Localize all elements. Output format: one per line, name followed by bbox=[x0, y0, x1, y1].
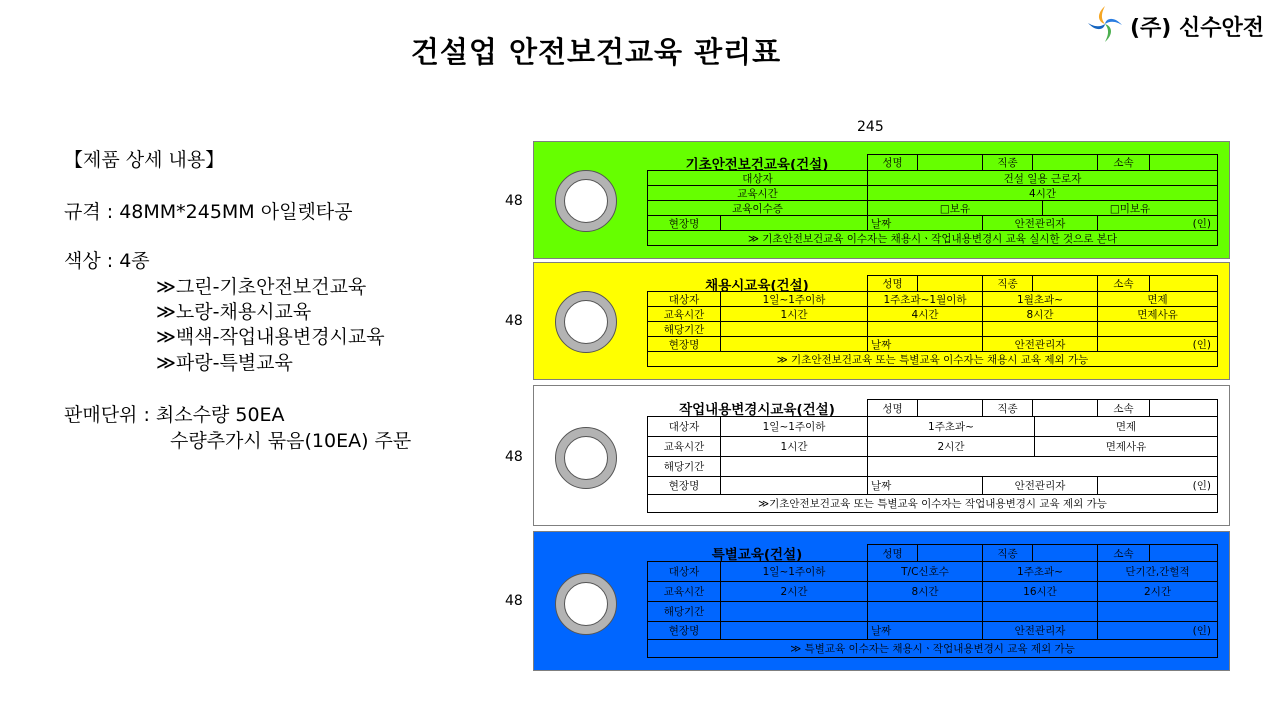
target-label: 대상자 bbox=[647, 291, 721, 307]
job-value[interactable] bbox=[1032, 275, 1098, 292]
target-option: 면제 bbox=[1034, 416, 1218, 437]
target-option: T/C신호수 bbox=[867, 561, 983, 582]
job-label: 직종 bbox=[982, 399, 1033, 417]
time-option: 8시간 bbox=[867, 581, 983, 602]
target-option: 단기간,간헐적 bbox=[1097, 561, 1218, 582]
target-option: 1일~1주이하 bbox=[720, 561, 868, 582]
site-label: 현장명 bbox=[647, 215, 721, 231]
date-label: 날짜 bbox=[867, 215, 983, 231]
affiliation-label: 소속 bbox=[1097, 154, 1150, 171]
date-label: 날짜 bbox=[867, 621, 983, 640]
site-label: 현장명 bbox=[647, 621, 721, 640]
edu-time-label: 교육시간 bbox=[647, 306, 721, 322]
name-label: 성명 bbox=[867, 399, 918, 417]
tag-hiring-education bbox=[533, 262, 1230, 380]
color-item: ≫그린-기초안전보건교육 bbox=[156, 276, 367, 298]
target-option: 1주초과~1월이하 bbox=[867, 291, 983, 307]
affiliation-value[interactable] bbox=[1149, 154, 1218, 171]
affiliation-label: 소속 bbox=[1097, 275, 1150, 292]
height-dimension: 48 bbox=[505, 449, 523, 465]
period-cell[interactable] bbox=[720, 321, 868, 337]
site-value[interactable] bbox=[720, 215, 868, 231]
site-value[interactable] bbox=[720, 621, 868, 640]
name-label: 성명 bbox=[867, 544, 918, 562]
eyelet-hole bbox=[555, 573, 617, 635]
target-option: 1주초과~ bbox=[982, 561, 1098, 582]
tag-note: ≫기초안전보건교육 또는 특별교육 이수자는 작업내용변경시 교육 제외 가능 bbox=[647, 494, 1218, 513]
target-label: 대상자 bbox=[647, 416, 721, 437]
eyelet-hole bbox=[555, 291, 617, 353]
time-option: 16시간 bbox=[982, 581, 1098, 602]
details-sale-unit-2: 수량추가시 묶음(10EA) 주문 bbox=[170, 430, 412, 452]
site-label: 현장명 bbox=[647, 476, 721, 495]
job-label: 직종 bbox=[982, 154, 1033, 171]
width-dimension: 245 bbox=[857, 119, 884, 135]
time-option: 면제사유 bbox=[1097, 306, 1218, 322]
period-label: 해당기간 bbox=[647, 456, 721, 477]
name-value[interactable] bbox=[917, 275, 983, 292]
time-option: 1시간 bbox=[720, 436, 868, 457]
tag-note: ≫ 기초안전보건교육 또는 특별교육 이수자는 채용시 교육 제외 가능 bbox=[647, 351, 1218, 367]
name-label: 성명 bbox=[867, 154, 918, 171]
tag-title: 채용시교육(건설) bbox=[705, 277, 809, 292]
target-option: 1월초과~ bbox=[982, 291, 1098, 307]
target-option: 1일~1주이하 bbox=[720, 416, 868, 437]
name-value[interactable] bbox=[917, 154, 983, 171]
edu-time-label: 교육시간 bbox=[647, 436, 721, 457]
time-option: 4시간 bbox=[867, 306, 983, 322]
period-cell[interactable] bbox=[982, 321, 1098, 337]
edu-time-label: 교육시간 bbox=[647, 581, 721, 602]
affiliation-value[interactable] bbox=[1149, 399, 1218, 417]
target-label: 대상자 bbox=[647, 170, 868, 186]
period-cell[interactable] bbox=[867, 321, 983, 337]
date-label: 날짜 bbox=[867, 336, 983, 352]
time-option: 8시간 bbox=[982, 306, 1098, 322]
time-option: 1시간 bbox=[720, 306, 868, 322]
tag-special-education bbox=[533, 531, 1230, 671]
color-item: ≫노랑-채용시교육 bbox=[156, 301, 312, 323]
manager-label: 안전관리자 bbox=[982, 621, 1098, 640]
seal-label: (인) bbox=[1097, 621, 1218, 640]
manager-label: 안전관리자 bbox=[982, 476, 1098, 495]
time-option: 2시간 bbox=[720, 581, 868, 602]
period-cell[interactable] bbox=[720, 456, 868, 477]
job-value[interactable] bbox=[1032, 399, 1098, 417]
job-label: 직종 bbox=[982, 275, 1033, 292]
site-label: 현장명 bbox=[647, 336, 721, 352]
target-option: 1일~1주이하 bbox=[720, 291, 868, 307]
company-logo bbox=[1086, 4, 1276, 44]
job-value[interactable] bbox=[1032, 154, 1098, 171]
period-cell[interactable] bbox=[720, 601, 868, 622]
date-label: 날짜 bbox=[867, 476, 983, 495]
site-value[interactable] bbox=[720, 336, 868, 352]
details-color: 색상 : 4종 bbox=[64, 250, 150, 272]
cert-none-checkbox[interactable]: □미보유 bbox=[1042, 200, 1218, 216]
logo-icon bbox=[1086, 4, 1124, 44]
cert-have-checkbox[interactable]: □보유 bbox=[867, 200, 1043, 216]
period-cell[interactable] bbox=[1097, 601, 1218, 622]
details-sale-unit: 판매단위 : 최소수량 50EA bbox=[64, 404, 285, 426]
period-cell[interactable] bbox=[1097, 321, 1218, 337]
job-label: 직종 bbox=[982, 544, 1033, 562]
manager-label: 안전관리자 bbox=[982, 215, 1098, 231]
tag-title: 특별교육(건설) bbox=[711, 547, 803, 562]
site-value[interactable] bbox=[720, 476, 868, 495]
tag-basic-safety bbox=[533, 141, 1230, 259]
target-value: 건설 일용 근로자 bbox=[867, 170, 1218, 186]
tag-note: ≫ 특별교육 이수자는 채용시ㆍ작업내용변경시 교육 제외 가능 bbox=[647, 639, 1218, 658]
target-option: 1주초과~ bbox=[867, 416, 1035, 437]
name-label: 성명 bbox=[867, 275, 918, 292]
affiliation-label: 소속 bbox=[1097, 544, 1150, 562]
period-cell[interactable] bbox=[982, 601, 1098, 622]
edu-time-label: 교육시간 bbox=[647, 185, 868, 201]
edu-time-value: 4시간 bbox=[867, 185, 1218, 201]
target-label: 대상자 bbox=[647, 561, 721, 582]
eyelet-hole bbox=[555, 427, 617, 489]
target-option: 면제 bbox=[1097, 291, 1218, 307]
tag-title: 작업내용변경시교육(건설) bbox=[679, 402, 835, 417]
height-dimension: 48 bbox=[505, 593, 523, 609]
color-item: ≫파랑-특별교육 bbox=[156, 352, 293, 374]
color-item: ≫백색-작업내용변경시교육 bbox=[156, 326, 385, 348]
height-dimension: 48 bbox=[505, 193, 523, 209]
cert-label: 교육이수증 bbox=[647, 200, 868, 216]
time-option: 면제사유 bbox=[1034, 436, 1218, 457]
manager-label: 안전관리자 bbox=[982, 336, 1098, 352]
height-dimension: 48 bbox=[505, 313, 523, 329]
affiliation-label: 소속 bbox=[1097, 399, 1150, 417]
eyelet-hole bbox=[555, 170, 617, 232]
seal-label: (인) bbox=[1097, 215, 1218, 231]
seal-label: (인) bbox=[1097, 336, 1218, 352]
time-option: 2시간 bbox=[867, 436, 1035, 457]
name-value[interactable] bbox=[917, 399, 983, 417]
logo-text: (주) 신수안전 bbox=[1130, 16, 1265, 41]
period-cell[interactable] bbox=[867, 601, 983, 622]
tag-note: ≫ 기초안전보건교육 이수자는 채용시ㆍ작업내용변경시 교육 실시한 것으로 본다 bbox=[647, 230, 1218, 246]
name-value[interactable] bbox=[917, 544, 983, 562]
affiliation-value[interactable] bbox=[1149, 544, 1218, 562]
affiliation-value[interactable] bbox=[1149, 275, 1218, 292]
time-option: 2시간 bbox=[1097, 581, 1218, 602]
job-value[interactable] bbox=[1032, 544, 1098, 562]
page-title: 건설업 안전보건교육 관리표 bbox=[410, 35, 782, 69]
seal-label: (인) bbox=[1097, 476, 1218, 495]
period-label: 해당기간 bbox=[647, 321, 721, 337]
tag-title: 기초안전보건교육(건설) bbox=[685, 156, 829, 171]
tag-job-change-education bbox=[533, 385, 1230, 526]
details-spec: 규격 : 48MM*245MM 아일렛타공 bbox=[64, 201, 353, 223]
period-label: 해당기간 bbox=[647, 601, 721, 622]
period-cell[interactable] bbox=[867, 456, 1218, 477]
details-heading: 【제품 상세 내용】 bbox=[64, 149, 225, 171]
